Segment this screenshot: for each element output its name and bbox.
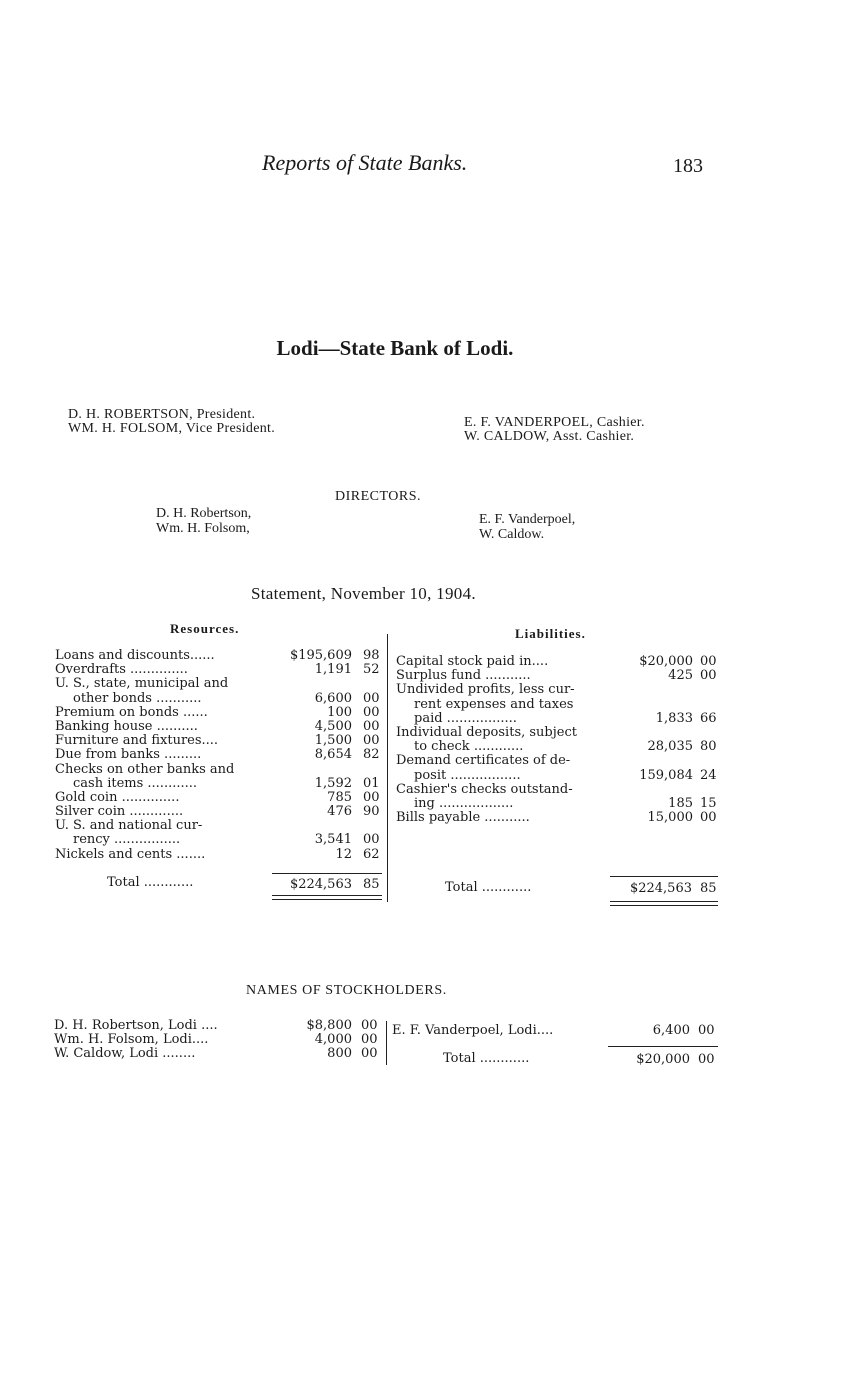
liability-line-dollars: 28,035 — [647, 739, 693, 755]
officer-cashier: E. F. VANDERPOEL, Cashier. — [464, 415, 645, 430]
director-robertson: D. H. Robertson, — [156, 506, 252, 521]
resource-line-dollars: 6,600 — [314, 690, 352, 706]
liability-line-label: ing .................. — [414, 795, 514, 811]
resource-line — [55, 819, 385, 833]
resource-line-dollars: 100 — [327, 704, 352, 720]
liability-line-cents: 80 — [700, 739, 717, 755]
page-number: 183 — [673, 155, 703, 177]
stockholder-line-dollars: $8,800 — [306, 1018, 352, 1033]
stockholder-line-cents: 00 — [361, 1032, 378, 1048]
resource-line — [55, 777, 385, 791]
resource-line-dollars: 3,541 — [314, 832, 352, 848]
resource-line — [55, 748, 385, 762]
liabilities-total-dollars: $224,563 — [629, 881, 692, 896]
liabilities-double-rule-2 — [610, 905, 718, 906]
resource-line-label: Nickels and cents ....... — [55, 846, 206, 862]
resource-line — [55, 805, 385, 819]
liability-line-dollars: 15,000 — [647, 810, 693, 826]
officer-asst-cashier: W. CALDOW, Asst. Cashier. — [464, 429, 635, 444]
stockholder-line — [54, 1033, 384, 1047]
stockholder-line-cents: 00 — [361, 1046, 378, 1062]
resource-line-cents: 82 — [363, 747, 380, 763]
stockholder-line-label: D. H. Robertson, Lodi .... — [54, 1018, 218, 1033]
directors-heading: DIRECTORS. — [335, 489, 422, 504]
resource-line — [55, 848, 385, 862]
liability-line-label: Surplus fund ........... — [396, 668, 531, 684]
bank-title: Lodi—State Bank of Lodi. — [276, 336, 514, 360]
liability-line — [396, 655, 722, 669]
liability-line-label: paid ................. — [414, 710, 517, 726]
resource-line-cents: 62 — [363, 846, 380, 862]
liability-line — [396, 740, 722, 754]
liability-line — [396, 669, 722, 683]
liability-line — [396, 683, 722, 697]
resource-line-label: Furniture and fixtures.... — [55, 733, 219, 749]
liability-line-label: Demand certificates of de- — [396, 753, 571, 769]
liability-line — [396, 769, 722, 783]
resource-line-label: Due from banks ......... — [55, 747, 202, 763]
resources-total-rule — [272, 873, 382, 874]
liabilities-total-rule — [610, 876, 718, 877]
resource-line-cents: 98 — [363, 648, 380, 663]
resource-line-dollars: 12 — [335, 846, 352, 862]
stockholder-line-dollars: 800 — [327, 1046, 352, 1062]
resource-line-label: Gold coin .............. — [55, 789, 180, 805]
resources-total-cents: 85 — [363, 877, 380, 892]
resource-line-cents: 90 — [363, 804, 380, 820]
liability-line-dollars: 1,833 — [655, 710, 693, 726]
liability-line-label: posit ................. — [414, 767, 521, 783]
liability-line-dollars: $20,000 — [639, 654, 693, 669]
liability-line-label: Undivided profits, less cur- — [396, 682, 575, 698]
liability-line — [396, 712, 722, 726]
liability-line — [396, 698, 722, 712]
resource-line — [55, 663, 385, 677]
resource-line-cents: 52 — [363, 662, 380, 678]
stockholders-left-table — [54, 1019, 384, 1062]
stockholders-total-rule — [608, 1046, 718, 1047]
liability-line — [396, 754, 722, 768]
resource-line — [55, 791, 385, 805]
liability-line-cents: 66 — [700, 710, 717, 726]
liability-line-dollars: 425 — [668, 668, 693, 684]
resource-line — [55, 720, 385, 734]
stockholder-line-cents: 00 — [361, 1018, 378, 1033]
stockholder-line-label: W. Caldow, Lodi ........ — [54, 1046, 196, 1062]
liabilities-double-rule-1 — [610, 901, 718, 902]
stockholders-right-table — [392, 1024, 722, 1038]
liabilities-heading: Liabilities. — [515, 626, 586, 641]
running-title: Reports of State Banks. — [262, 150, 468, 175]
stockholder-line-label: E. F. Vanderpoel, Lodi.... — [392, 1023, 554, 1038]
resource-line — [55, 677, 385, 691]
stockholder-line-dollars: 4,000 — [314, 1032, 352, 1048]
resource-line-dollars: 1,592 — [314, 775, 352, 791]
directors-right — [479, 512, 575, 542]
resource-line — [55, 649, 385, 663]
resource-line-label: Loans and discounts...... — [55, 648, 215, 663]
liability-line — [396, 797, 722, 811]
resource-line-cents: 00 — [363, 690, 380, 706]
stockholder-line-cents: 00 — [698, 1023, 715, 1038]
resource-line-label: rency ................ — [73, 832, 181, 848]
resource-line-label: Overdrafts .............. — [55, 662, 188, 678]
stockholder-line — [54, 1019, 384, 1033]
liability-line-cents: 15 — [700, 795, 717, 811]
resources-double-rule-2 — [272, 899, 382, 900]
resource-line — [55, 692, 385, 706]
liability-line-label: rent expenses and taxes — [414, 696, 574, 712]
resource-line-dollars: 1,500 — [314, 733, 352, 749]
officer-president: D. H. ROBERTSON, President. — [68, 407, 256, 422]
liability-line-label: to check ............ — [414, 739, 524, 755]
directors-left — [156, 506, 251, 536]
resource-line-label: cash items ............ — [73, 775, 198, 791]
resource-line-dollars: 1,191 — [314, 662, 352, 678]
resource-line — [55, 763, 385, 777]
resource-line-dollars: 8,654 — [314, 747, 352, 763]
resources-heading: Resources. — [170, 621, 240, 636]
resource-line-dollars: 785 — [327, 789, 352, 805]
resource-line-dollars: $195,609 — [289, 648, 352, 663]
resource-line-label: U. S., state, municipal and — [55, 676, 229, 692]
liability-line — [396, 811, 722, 825]
stockholders-heading: NAMES OF STOCKHOLDERS. — [246, 983, 447, 998]
column-divider — [387, 634, 388, 902]
liability-line — [396, 726, 722, 740]
liabilities-total-label: Total ............ — [445, 880, 532, 895]
resource-line — [55, 706, 385, 720]
resources-double-rule-1 — [272, 895, 382, 896]
liabilities-table — [396, 655, 722, 825]
resource-line-cents: 00 — [363, 733, 380, 749]
officers-right — [464, 416, 645, 444]
resources-total-dollars: $224,563 — [289, 877, 352, 892]
stockholder-line — [54, 1047, 384, 1061]
resource-line-label: other bonds ........... — [73, 690, 202, 706]
stockholders-total-dollars: $20,000 — [636, 1052, 690, 1067]
liabilities-total-cents: 85 — [700, 881, 717, 896]
stockholders-total-cents: 00 — [698, 1052, 715, 1067]
stockholder-line-label: Wm. H. Folsom, Lodi.... — [54, 1032, 209, 1048]
liability-line — [396, 783, 722, 797]
statement-title: Statement, November 10, 1904. — [251, 584, 476, 603]
stockholders-divider — [386, 1021, 387, 1065]
resource-line-label: Banking house .......... — [55, 718, 198, 734]
resources-total-label: Total ............ — [107, 875, 194, 890]
resource-line-cents: 00 — [363, 832, 380, 848]
officer-vice-president: WM. H. FOLSOM, Vice President. — [68, 421, 276, 436]
stockholder-line-dollars: 6,400 — [652, 1023, 690, 1038]
resource-line — [55, 734, 385, 748]
director-folsom: Wm. H. Folsom, — [156, 521, 250, 536]
stockholder-line — [392, 1024, 722, 1038]
resource-line — [55, 833, 385, 847]
resource-line-cents: 00 — [363, 789, 380, 805]
director-caldow: W. Caldow. — [479, 527, 545, 542]
liability-line-cents: 00 — [700, 668, 717, 684]
resource-line-dollars: 4,500 — [314, 718, 352, 734]
resource-line-cents: 00 — [363, 704, 380, 720]
resource-line-cents: 01 — [363, 775, 380, 791]
liability-line-label: Cashier's checks outstand- — [396, 781, 573, 797]
resource-line-dollars: 476 — [327, 804, 352, 820]
liability-line-cents: 24 — [700, 767, 717, 783]
officers-left — [68, 408, 275, 436]
stockholders-total-label: Total ............ — [443, 1051, 530, 1066]
liability-line-dollars: 185 — [668, 795, 693, 811]
resource-line-cents: 00 — [363, 718, 380, 734]
liability-line-cents: 00 — [700, 654, 717, 669]
resource-line-label: U. S. and national cur- — [55, 818, 203, 834]
director-vanderpoel: E. F. Vanderpoel, — [479, 512, 576, 527]
liability-line-label: Capital stock paid in.... — [396, 654, 549, 669]
liability-line-label: Individual deposits, subject — [396, 724, 577, 740]
resource-line-label: Premium on bonds ...... — [55, 704, 208, 720]
liability-line-label: Bills payable ........... — [396, 810, 530, 826]
liability-line-dollars: 159,084 — [639, 767, 693, 783]
resource-line-label: Checks on other banks and — [55, 761, 235, 777]
resource-line-label: Silver coin ............. — [55, 804, 184, 820]
liability-line-cents: 00 — [700, 810, 717, 826]
resources-table — [55, 649, 385, 862]
